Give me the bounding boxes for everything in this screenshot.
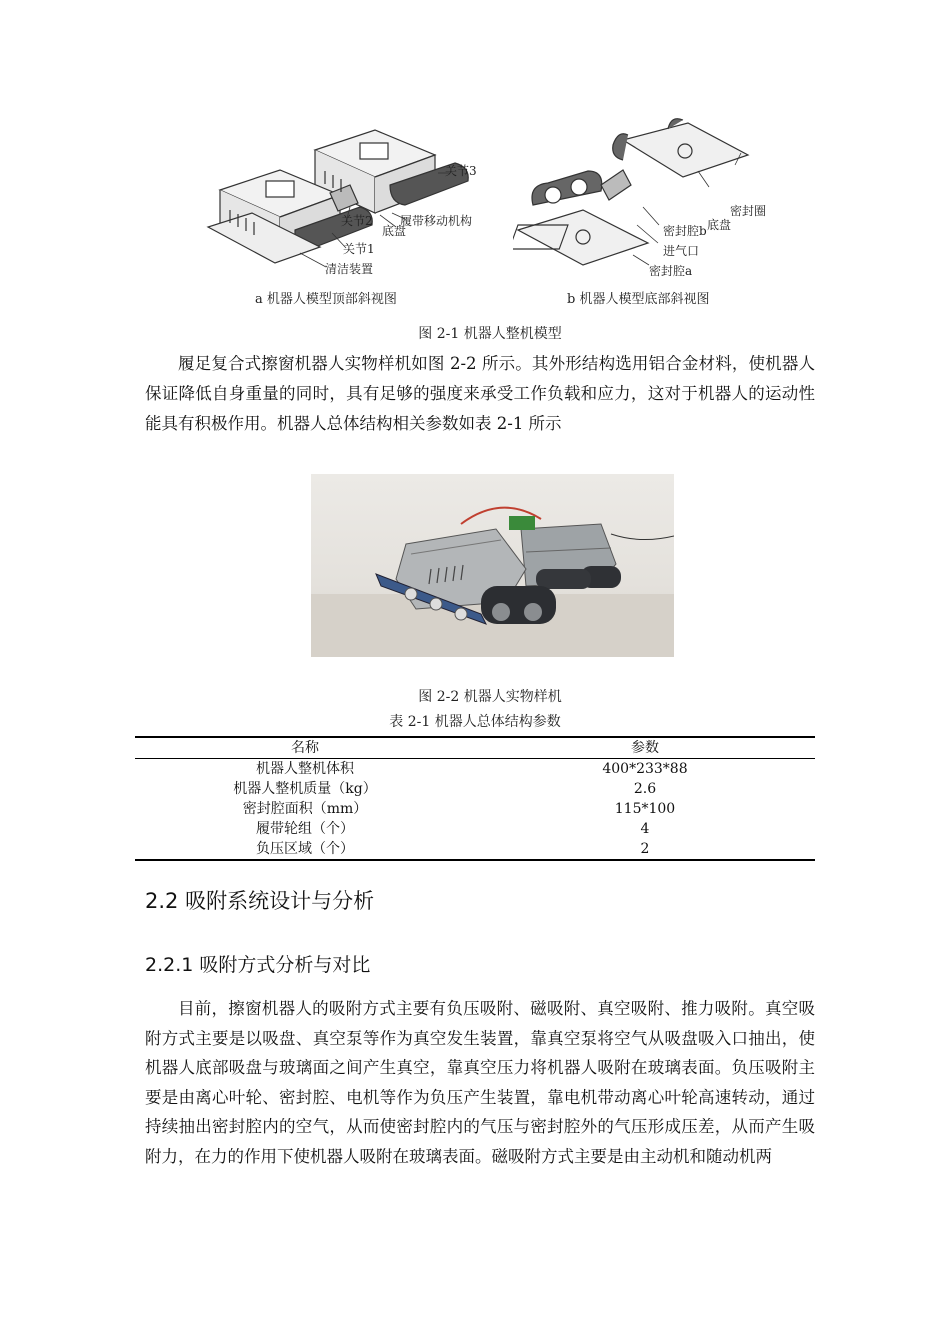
label-chamber-a: 密封腔a <box>649 264 693 278</box>
table-2-1-caption: 表 2-1 机器人总体结构参数 <box>389 714 561 730</box>
table-row <box>135 779 815 799</box>
body-paragraph-1 <box>145 349 815 439</box>
figure-2-1-caption: 图 2-1 机器人整机模型 <box>418 326 562 342</box>
table-cell: 400*233*88 <box>602 761 688 777</box>
label-chassis-b: 底盘 <box>707 218 732 232</box>
table-row <box>135 799 815 819</box>
table-row <box>135 759 815 780</box>
robot-prototype-image <box>311 474 674 657</box>
panel-a-caption: a 机器人模型顶部斜视图 <box>255 292 397 307</box>
table-row <box>135 819 815 839</box>
robot-bottom-view-drawing <box>513 115 753 285</box>
label-seal-ring: 密封圈 <box>730 204 767 218</box>
table-cell: 2.6 <box>633 781 657 797</box>
body-paragraph-2 <box>145 994 815 1171</box>
section-2-2-1-heading: 2.2.1 吸附方式分析与对比 <box>145 954 371 976</box>
label-joint3: 关节3 <box>445 164 477 178</box>
panel-b-caption: b 机器人模型底部斜视图 <box>567 292 710 307</box>
paragraph-text: 目前，擦窗机器人的吸附方式主要有负压吸附、磁吸附、真空吸附、推力吸附。真空吸附方式主要是以吸盘、真空泵等作为真空发生装置，靠真空泵将空气从吸盘吸入口抽出，使机器人底部吸盘与玻璃面之间产生真空，靠真空压力将机器人吸附在玻璃表面。负压吸附主要是由离心叶轮、密封腔、电机等作为负压产生装置，靠电机带动离心叶轮高速转动，通过持续抽出密封腔内的空气，从而使密封腔内的气压与密封腔外的气压形成压差，从而产生吸附力，在力的作用下使机器人吸附在玻璃表面。磁吸附方式主要是由主动机和随动机两 <box>145 999 815 1166</box>
table-cell: 机器人整机体积 <box>256 761 354 777</box>
figure-2-1 <box>195 110 767 310</box>
header-params: 参数 <box>631 740 659 756</box>
label-chassis-a: 底盘 <box>382 224 407 238</box>
table-cell: 2 <box>640 841 650 857</box>
label-cleaning: 清洁装置 <box>325 262 374 276</box>
label-inlet: 进气口 <box>663 244 700 258</box>
section-2-2-heading: 2.2 吸附系统设计与分析 <box>145 889 375 913</box>
table-cell: 机器人整机质量（kg） <box>233 781 377 797</box>
figure-2-2-caption: 图 2-2 机器人实物样机 <box>418 689 562 705</box>
label-track: 履带移动机构 <box>400 214 473 228</box>
table-cell: 履带轮组（个） <box>256 821 354 837</box>
figure-2-2-photo <box>311 474 674 657</box>
table-row <box>135 839 815 860</box>
table-header-row <box>135 737 815 759</box>
table-2-1 <box>135 736 815 861</box>
table-cell: 115*100 <box>614 801 676 817</box>
label-joint2: 关节2 <box>341 214 373 228</box>
table-cell: 4 <box>640 821 650 837</box>
table-cell: 负压区域（个） <box>256 841 354 857</box>
paragraph-text: 履足复合式擦窗机器人实物样机如图 2-2 所示。其外形结构选用铝合金材料，使机器人保证降低自身重量的同时，具有足够的强度来承受工作负载和应力，这对于机器人的运动性能具有积极作用。机器人总体结构相关参数如表 2-1 所示 <box>145 354 815 433</box>
header-name: 名称 <box>291 740 319 756</box>
label-joint1: 关节1 <box>343 242 375 256</box>
table-cell: 密封腔面积（mm） <box>242 801 368 817</box>
label-chamber-b: 密封腔b <box>663 224 707 238</box>
